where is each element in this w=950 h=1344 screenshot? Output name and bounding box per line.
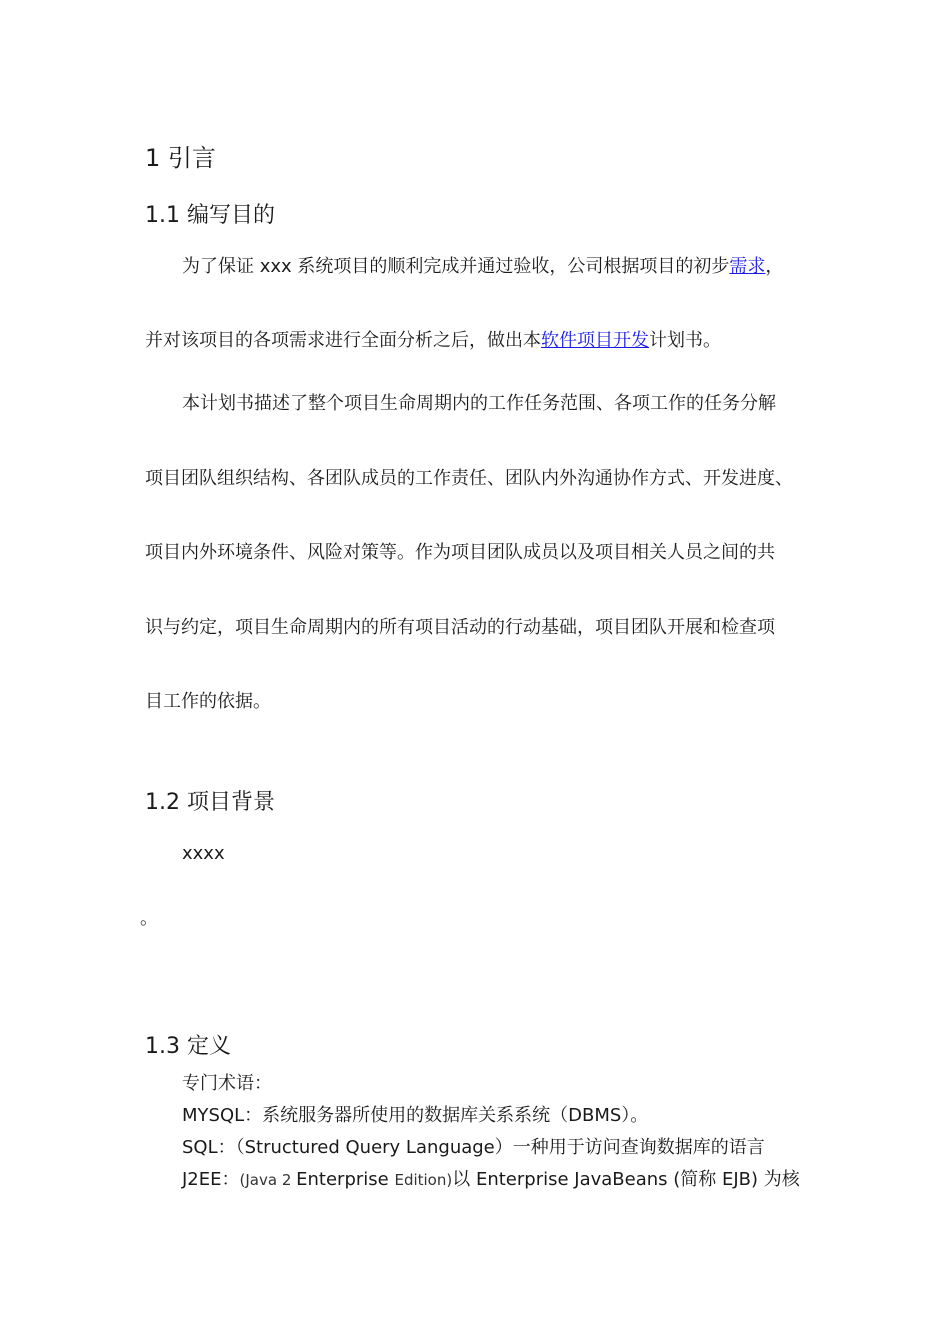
heading-introduction: 1 引言 [145, 144, 216, 172]
text-segment: 并对该项目的各项需求进行全面分析之后，做出本 [145, 330, 541, 351]
link-requirements[interactable]: 需求 [729, 256, 766, 277]
purpose-para2-line4: 识与约定，项目生命周期内的所有项目活动的行动基础，项目团队开展和检查项 [145, 617, 775, 638]
term-sql: SQL：（Structured Query Language）一种用于访问查询数据库的语言 [182, 1137, 765, 1158]
heading-purpose: 1.1 编写目的 [145, 203, 275, 228]
heading-background: 1.2 项目背景 [145, 790, 275, 815]
purpose-para1-line2 [145, 330, 721, 352]
text-segment: J2EE： [182, 1169, 240, 1190]
text-segment: 以 Enterprise JavaBeans (简称 EJB) 为核 [452, 1169, 800, 1190]
purpose-para2-line5: 目工作的依据。 [145, 691, 271, 712]
term-j2ee [182, 1169, 800, 1191]
terms-label: 专门术语： [182, 1073, 272, 1094]
text-segment: Edition) [394, 1171, 453, 1189]
background-trailing-punctuation: 。 [140, 908, 158, 929]
text-segment: (Java 2 [239, 1171, 297, 1189]
text-segment: ， [765, 256, 784, 277]
link-software-project-dev[interactable]: 软件项目开发 [541, 330, 649, 351]
term-mysql: MYSQL：系统服务器所使用的数据库关系系统（DBMS）。 [182, 1105, 649, 1126]
text-segment: Enterprise [296, 1169, 395, 1190]
text-segment: 计划书。 [649, 330, 721, 351]
purpose-para2-line2: 项目团队组织结构、各团队成员的工作责任、团队内外沟通协作方式、开发进度、 [145, 468, 793, 489]
purpose-para1-line1 [182, 256, 783, 278]
purpose-para2-line3: 项目内外环境条件、风险对策等。作为项目团队成员以及项目相关人员之间的共 [145, 542, 775, 563]
heading-definitions: 1.3 定义 [145, 1034, 231, 1059]
background-content: xxxx [182, 843, 225, 864]
text-segment: 为了保证 xxx 系统项目的顺利完成并通过验收，公司根据项目的初步 [182, 256, 730, 277]
purpose-para2-line1: 本计划书描述了整个项目生命周期内的工作任务范围、各项工作的任务分解 [182, 393, 776, 414]
